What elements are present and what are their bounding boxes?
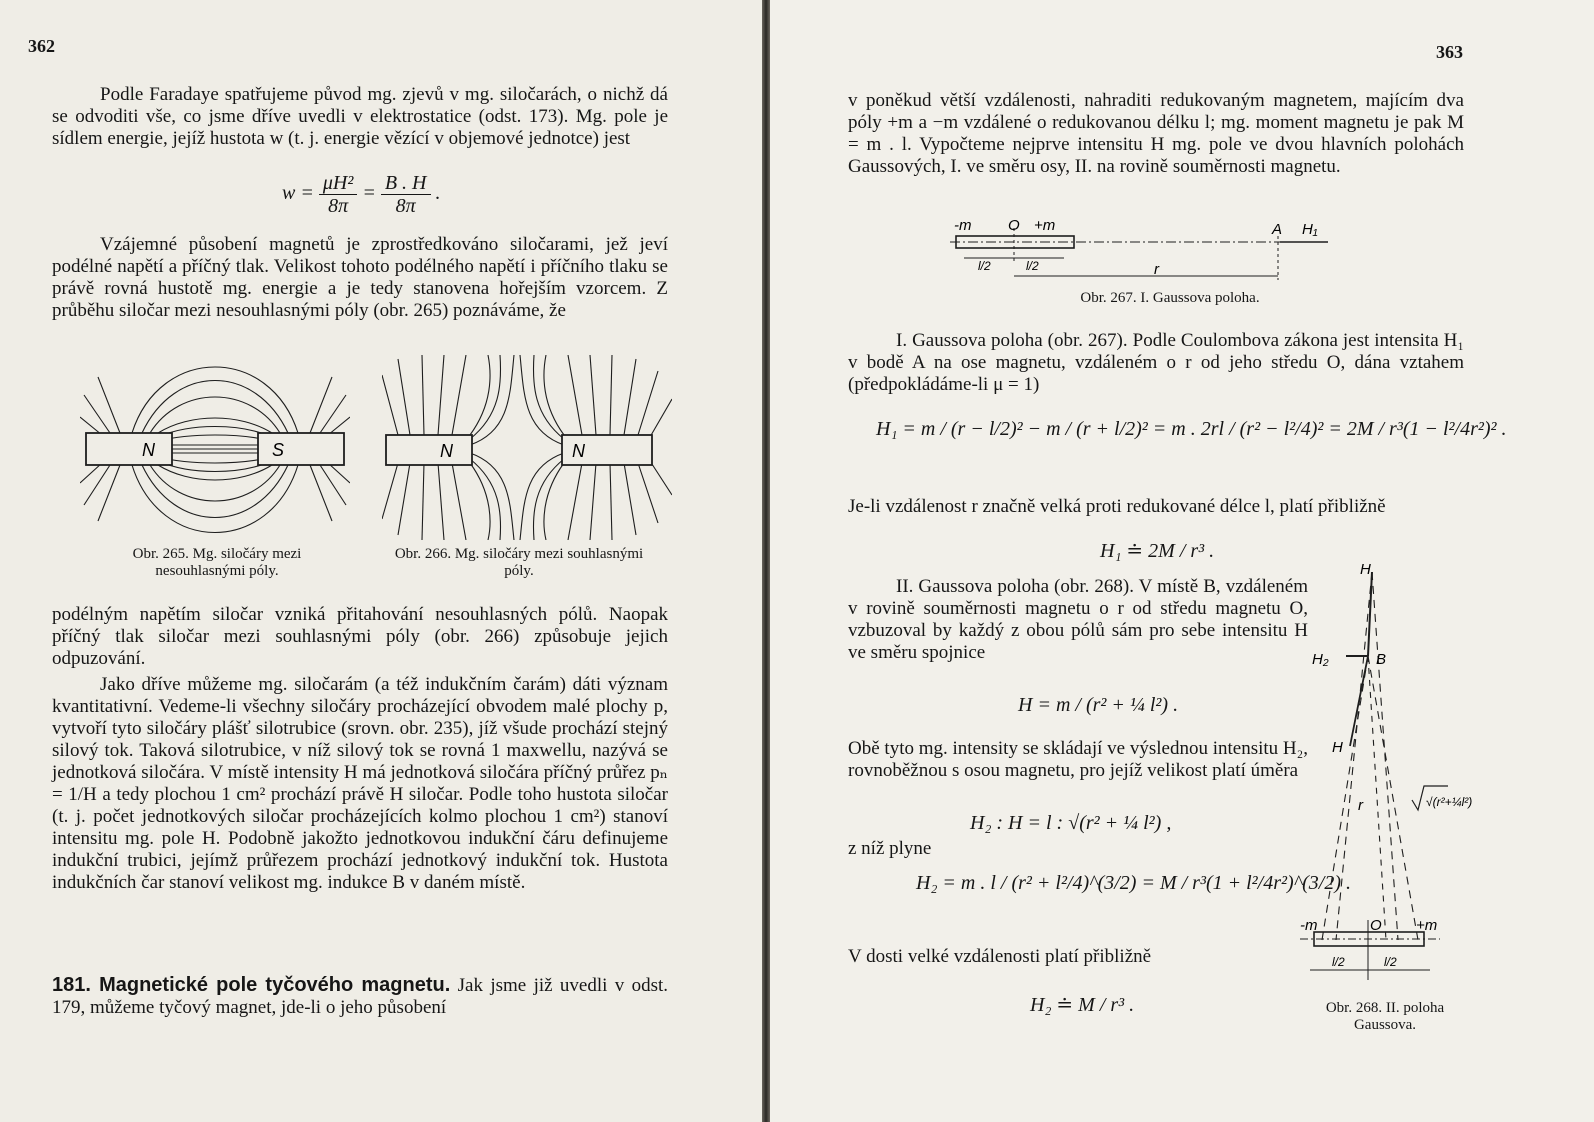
right-paragraph-6: [848, 838, 1148, 860]
paragraph-text: podélným napětím siločar vzniká přitahování nesouhlasných pólů. Naopak příčný tlak siločar mezi souhlasnými póly (obr. 266) způsobuje jejich odpuzování.: [52, 604, 668, 669]
equation-h2-exact: [916, 872, 1351, 895]
section-heading-181: 181. Magnetické pole tyčového magnetu.: [52, 974, 451, 996]
pole-label-n-right: N: [572, 441, 585, 461]
paragraph-text: v poněkud větší vzdálenosti, nahraditi redukovaným magnetem, majícím dva póly +m a −m vzdálené o redukovanou délku l; mg. moment magnetu je pak M = m . l. Vypočteme nejprve intensitu H mg. pole ve dvou hlavních polohách Gaussových, I. ve směru osy, II. na rovině souměrnosti magnetu.: [848, 90, 1464, 177]
label-b: B: [1376, 651, 1387, 668]
pole-label-s: S: [272, 440, 285, 460]
equation-h1-approx: [1100, 538, 1214, 563]
equation-h1-exact: [876, 418, 1507, 441]
page-number-right: 363: [1436, 42, 1463, 62]
book-gutter: [762, 0, 770, 1122]
left-paragraph-1: [52, 84, 668, 150]
right-paragraph-7: [848, 946, 1308, 968]
equation-energy-density: [282, 172, 441, 217]
eq-text: H₂ : H = l : √(r² + ¼ l²) ,: [970, 812, 1172, 834]
left-section-181: [52, 974, 668, 1019]
right-page: [770, 0, 1594, 1122]
eq-text: H₂ = m . l / (r² + l²/4)^(3/2) = M / r³(1 + l²/4r²)^(3/2) .: [916, 872, 1351, 894]
eq-den-1: 8π: [328, 195, 349, 217]
equation-proportion: [970, 812, 1171, 835]
figure-265-caption: Obr. 265. Mg. siločáry mezi nesouhlasnými póly.: [132, 546, 302, 579]
label-minus-m: -m: [1300, 917, 1318, 934]
paragraph-text: Vzájemné působení magnetů je zprostředkováno siločarami, jež jeví podélné napětí a příčný tlak. Velikost tohoto podélného napětí i příčního tlaku se právě rovná hustotě mg. energie a je tedy stanovena hořejším vzorcem. Z průběhu siločar mezi nesouhlasnými póly (obr. 265) poznáváme, že: [52, 234, 668, 321]
equation-h-single-pole: [1018, 694, 1178, 717]
eq-text: H₁ ≐ 2M / r³ .: [1100, 540, 1215, 562]
eq-lhs: w =: [282, 182, 314, 205]
eq-end: .: [435, 182, 441, 205]
figure-267-caption: Obr. 267. I. Gaussova poloha.: [1080, 290, 1260, 306]
right-paragraph-4: [848, 576, 1308, 664]
label-o: O: [1008, 217, 1020, 234]
label-r: r: [1358, 797, 1363, 814]
label-r: r: [1154, 261, 1159, 278]
label-h-top: H: [1360, 561, 1371, 578]
paragraph-text: Je-li vzdálenost r značně velká proti redukované délce l, platí přibližně: [848, 496, 1386, 517]
label-a: A: [1272, 221, 1283, 238]
label-half-1: l/2: [978, 259, 991, 273]
eq-fraction-1: [319, 172, 357, 217]
paragraph-text: V dosti velké vzdálenosti platí přibližně: [848, 946, 1152, 967]
left-paragraph-2: [52, 234, 668, 322]
left-page: [0, 0, 762, 1122]
figure-266-caption: Obr. 266. Mg. siločáry mezi souhlasnými póly.: [394, 546, 644, 579]
label-half-1: l/2: [1332, 955, 1345, 969]
eq-text: H₁ = m / (r − l/2)² − m / (r + l/2)² = m . 2rl / (r² − l²/4)² = 2M / r³(1 − l²/4r²)² .: [876, 418, 1507, 440]
label-h-lower: H: [1332, 739, 1343, 756]
eq-fraction-2: [381, 172, 431, 217]
figure-268-gauss-position-2: [1300, 560, 1500, 990]
paragraph-text: z níž plyne: [848, 838, 932, 859]
left-paragraph-3: [52, 604, 668, 670]
paragraph-text: Obě tyto mg. intensity se skládají ve výslednou intensitu H₂, rovnoběžnou s osou magnetu, pro jejíž velikost platí úměra: [848, 738, 1308, 781]
right-paragraph-3: [848, 496, 1464, 518]
figure-266-field-lines: [382, 355, 672, 540]
right-paragraph-1: [848, 90, 1464, 178]
paragraph-text: II. Gaussova poloha (obr. 268). V místě B, vzdáleném v rovině souměrnosti magnetu o r od středu magnetu O, vzbuzoval by každý z obou pólů sám pro sebe intensitu H ve směru spojnice: [848, 576, 1308, 663]
label-plus-m: +m: [1416, 917, 1438, 934]
paragraph-text: Podle Faradaye spatřujeme původ mg. zjevů v mg. siločarách, o nichž dá se odvoditi vše, co jsme dříve uvedli v elektrostatice (odst. 173). Mg. pole je sídlem energie, jejíž hustota w (t. j. energie vězící v objemové jednotce) jest: [52, 84, 668, 149]
label-minus-m: -m: [954, 217, 972, 234]
label-half-2: l/2: [1026, 259, 1039, 273]
label-sqrt: √(r²+¼l²): [1426, 795, 1473, 809]
eq-text: H = m / (r² + ¼ l²) .: [1018, 694, 1179, 716]
figure-268-caption: Obr. 268. II. poloha Gaussova.: [1325, 1000, 1445, 1033]
page-number-left: 362: [28, 36, 55, 56]
figure-267-gauss-position-1: [950, 214, 1330, 284]
paragraph-text: Jako dříve můžeme mg. siločarám (a též indukčním čarám) dáti význam kvantitativní. Vedeme-li všechny siločáry procházející obvodem malé plochy p, vytvoří tyto siločáry plášť silotrubice (srovn. obr. 235), jíž všude prochází stejný silový tok. Taková silotrubice, v níž silový tok se rovná 1 maxwellu, nazývá se jednotková siločára. V místě intensity H má jednotková siločára příčný průřez pₙ = 1/H a tedy plochou 1 cm² prochází právě H siločar. Podle toho hustota siločar (t. j. počet jednotkových siločar procházejících kolmo plochou 1 cm²) stanoví intensitu mg. pole H. Podobně jakožto jednotkovou indukční čáru definujeme indukční trubici, jejímž průřezem prochází jednotkový indukční tok. Hustota indukčních čar stanoví velikost mg. indukce B v daném místě.: [52, 674, 668, 893]
label-plus-m: +m: [1034, 217, 1056, 234]
eq-text: H₂ ≐ M / r³ .: [1030, 994, 1135, 1016]
pole-label-n-left: N: [440, 441, 453, 461]
eq-num-2: B . H: [381, 172, 431, 195]
figure-265-field-lines: [80, 355, 350, 540]
eq-num-1: μH²: [319, 172, 357, 195]
paragraph-text: Jak jsme již uvedli v odst. 179, můžeme tyčový magnet, jde-li o jeho působení: [52, 975, 669, 1018]
paragraph-text: I. Gaussova poloha (obr. 267). Podle Coulombova zákona jest intensita H₁ v bodě A na ose magnetu, vzdáleném o r od jeho středu O, dána vztahem (předpokládáme-li μ = 1): [848, 330, 1464, 395]
left-paragraph-4: [52, 674, 668, 894]
label-o: O: [1370, 917, 1382, 934]
label-h1: H₁: [1302, 221, 1318, 238]
eq-den-2: 8π: [395, 195, 416, 217]
equation-h2-approx: [1030, 992, 1134, 1017]
right-paragraph-2: [848, 330, 1464, 396]
label-half-2: l/2: [1384, 955, 1397, 969]
eq-equals: =: [362, 182, 376, 205]
pole-label-n: N: [142, 440, 155, 460]
right-paragraph-5: [848, 738, 1308, 782]
label-h2: H₂: [1312, 651, 1329, 668]
